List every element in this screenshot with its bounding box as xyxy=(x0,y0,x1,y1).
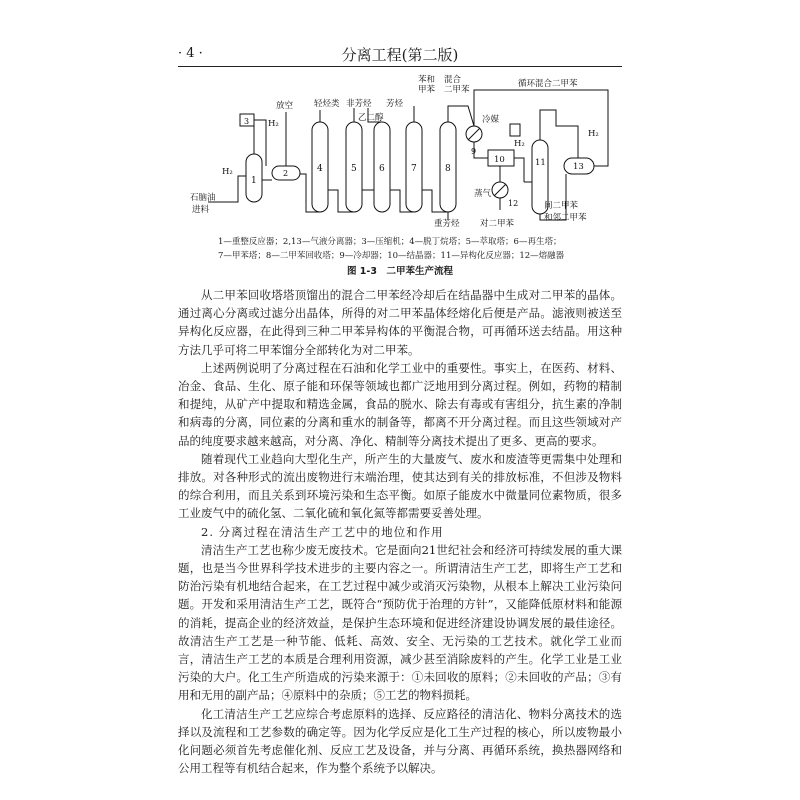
unit-8-label: 8 xyxy=(445,164,451,174)
label-feed-1: 石脑油 xyxy=(190,193,216,203)
paragraph-5: 化工清洁生产工艺应综合考虑原料的选择、反应路径的清洁化、物料分离技术的选择以及流程和工艺参数的确定等。因为化学反应是化工生产过程的核心，所以废物最小化问题必须首先考虑催化剂、反应工艺及设备，并与分离、再循环系统，换热器网络和公用工程等有机结合起来，作为整个系统予以解决。 xyxy=(178,706,622,776)
section-heading: 2. 分离过程在清洁生产工艺中的地位和作用 xyxy=(201,524,444,539)
label-qingting: 轻烃类 xyxy=(314,99,340,109)
unit-1-label: 1 xyxy=(251,176,257,186)
unit-7-label: 7 xyxy=(411,164,417,174)
label-hunhe-2: 二甲苯 xyxy=(444,85,470,95)
paragraph-1: 从二甲苯回收塔塔顶馏出的混合二甲苯经冷却后在结晶器中生成对二甲苯的晶体。通过离心分离或过滤分出晶体，所得的对二甲苯晶体经熔化后便是产品。滤液则被送至异构化反应器，在此得到三种二甲苯异构体的平衡混合物，可再循环送去结晶。用这种方法几乎可将二甲苯馏分全部转化为对二甲苯。 xyxy=(178,288,622,357)
label-h2-feed: H₂ xyxy=(222,167,233,177)
label-h2-right: H₂ xyxy=(588,129,599,139)
running-title: 分离工程(第二版) xyxy=(341,46,459,64)
label-fangkong: 放空 xyxy=(276,101,294,111)
label-h2-top: H₂ xyxy=(268,119,279,129)
unit-11-label: 11 xyxy=(535,158,546,168)
label-yierchun: 乙二醇 xyxy=(358,113,384,123)
unit-10-label: 10 xyxy=(494,155,505,165)
label-h2-mid: H₂ xyxy=(514,139,525,149)
paragraph-3: 随着现代工业趋向大型化生产，所产生的大量废气、废水和废渣等更需集中处理和排放。对各种形式的流出废物进行末端治理，使其达到有关的排放标准，不但涉及物料的综合利用，而且关系到环境污染和生态平衡。如原子能废水中微量同位素物质，很多工业废气中的硫化氢、二氧化硫和氧化氮等都需要妥善处理。 xyxy=(178,451,622,521)
label-feed-2: 进料 xyxy=(192,205,210,215)
unit-5-label: 5 xyxy=(351,164,357,174)
paragraph-4: 清洁生产工艺也称少废无废技术。它是面向21世纪社会和经济可持续发展的重大课题，也是当今世界科学技术进步的主要内容之一。所谓清洁生产工艺，即将生产工艺和防治污染有机地结合起来，在工艺过程中减少或消灭污染物，从根本上解决工业污染问题。开发和采用清洁生产工艺，既符合“预防优于治理的方针”，又能降低原材料和能源的消耗，提高企业的经济效益，是保护生态环境和促进经济建设协调发展的最佳途径。故清洁生产工艺是一种节能、低耗、高效、安全、无污染的工艺技术。就化学工业而言，清洁生产工艺的本质是合理利用资源，减少甚至消除废料的产生。化学工业是工业污染的大户。化工生产所造成的污染来源于：①未回收的原料；②未回收的产品；③有用和无用的副产品；④原料中的杂质；⑤工艺的物料损耗。 xyxy=(178,542,622,703)
label-hunhe-1: 混合 xyxy=(444,75,462,85)
figure-legend-line-2: 7—甲苯塔；8—二甲苯回收塔；9—冷却器；10—结晶器；11—异构化反应器；12—熔融器 xyxy=(218,251,565,261)
label-fangting: 芳烃 xyxy=(386,99,404,109)
label-feifangting: 非芳烃 xyxy=(346,99,372,109)
flow-diagram-svg xyxy=(178,70,622,230)
unit-6-label: 6 xyxy=(379,164,385,174)
unit-4-label: 4 xyxy=(317,164,323,174)
page-number: · 4 · xyxy=(178,46,203,61)
label-benhejiaben-1: 苯和 xyxy=(418,75,436,85)
unit-3b-compressor xyxy=(510,124,520,136)
unit-3-label: 3 xyxy=(244,117,250,126)
process-flow-diagram xyxy=(178,70,622,230)
label-jianerjiaben-2: 和邻二甲苯 xyxy=(544,213,587,223)
label-zhongfangting: 重芳烃 xyxy=(434,219,460,229)
label-benhejiaben-2: 甲苯 xyxy=(418,85,436,95)
unit-9-label: 9 xyxy=(471,147,477,156)
label-lengmei: 冷媒 xyxy=(482,115,500,125)
label-jianerjiaben-1: 间二甲苯 xyxy=(544,201,579,211)
unit-13-label: 13 xyxy=(573,162,584,172)
body-text xyxy=(178,286,622,777)
unit-12-label: 12 xyxy=(508,199,519,208)
label-xunhuan: 循环混合二甲苯 xyxy=(518,79,578,89)
figure-caption: 图 1-3 二甲苯生产流程 xyxy=(347,266,453,277)
figure-legend-line-1: 1—重整反应器；2,13—气液分离器；3—压缩机；4—脱丁烷塔；5—萃取塔；6—再生塔； xyxy=(218,237,562,247)
paragraph-2: 上述两例说明了分离过程在石油和化学工业中的重要性。事实上，在医药、材料、冶金、食品、生化、原子能和环保等领域也都广泛地用到分离过程。例如，药物的精制和提纯，从矿产中提取和精选金属，食品的脱水、除去有毒或有害组分，抗生素的净制和病毒的分离，同位素的分离和重水的制备等，都离不开分离过程。而且这些领域对产品的纯度要求越来越高，对分离、净化、精制等分离技术提出了更多、更高的要求。 xyxy=(178,360,622,448)
label-zhengqi: 蒸气 xyxy=(474,189,492,199)
running-header xyxy=(178,44,622,67)
label-duierjiaben: 对二甲苯 xyxy=(480,219,515,229)
unit-2-label: 2 xyxy=(283,169,289,178)
